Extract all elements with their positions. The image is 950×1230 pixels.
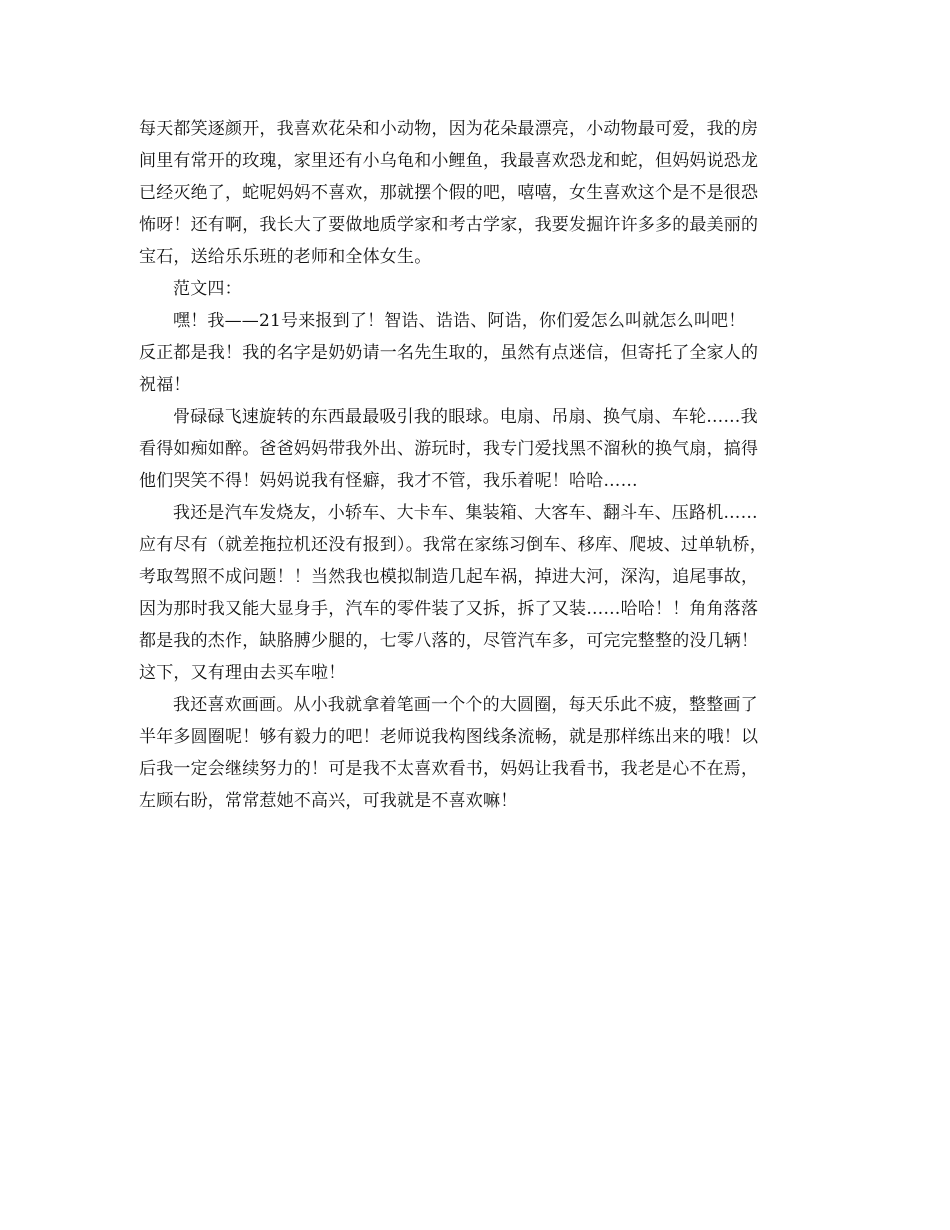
text-line: 看得如痴如醉。爸爸妈妈带我外出、游玩时，我专门爱找黑不溜秋的换气扇，搞得 xyxy=(139,439,759,459)
text-line: 已经灭绝了，蛇呢妈妈不喜欢，那就摆个假的吧，嘻嘻，女生喜欢这个是不是很恐 xyxy=(139,183,759,203)
text-line: 怖呀！还有啊，我长大了要做地质学家和考古学家，我要发掘许许多多的最美丽的 xyxy=(139,215,759,235)
text-line: 考取驾照不成问题！！当然我也模拟制造几起车祸，掉进大河，深沟，追尾事故， xyxy=(139,567,759,587)
text-line: 他们哭笑不得！妈妈说我有怪癖，我才不管，我乐着呢！哈哈…… xyxy=(139,471,638,491)
section-heading: 范文四： xyxy=(173,279,242,299)
text-line: 左顾右盼，常常惹她不高兴，可我就是不喜欢嘛！ xyxy=(139,791,518,811)
text-line: 我还喜欢画画。从小我就拿着笔画一个个的大圆圈，每天乐此不疲，整整画了 xyxy=(173,695,758,715)
text-line: 应有尽有（就差拖拉机还没有报到）。我常在家练习倒车、移库、爬坡、过单轨桥， xyxy=(139,535,767,555)
text-line: 我还是汽车发烧友，小轿车、大卡车、集装箱、大客车、翻斗车、压路机…… xyxy=(173,503,758,523)
document-page xyxy=(139,113,823,817)
text-line: 宝石，送给乐乐班的老师和全体女生。 xyxy=(139,247,432,267)
text-line: 都是我的杰作，缺胳膊少腿的，七零八落的，尽管汽车多，可完完整整的没几辆！ xyxy=(139,631,759,651)
text-line: 后我一定会继续努力的！可是我不太喜欢看书，妈妈让我看书，我老是心不在焉， xyxy=(139,759,759,779)
text-line: 间里有常开的玫瑰，家里还有小乌龟和小鲤鱼，我最喜欢恐龙和蛇，但妈妈说恐龙 xyxy=(139,151,759,171)
text-line: 骨碌碌飞速旋转的东西最最吸引我的眼球。电扇、吊扇、换气扇、车轮……我 xyxy=(173,407,758,427)
text-line: 反正都是我！我的名字是奶奶请一名先生取的，虽然有点迷信，但寄托了全家人的 xyxy=(139,343,759,363)
text-line: 每天都笑逐颜开，我喜欢花朵和小动物，因为花朵最漂亮，小动物最可爱，我的房 xyxy=(139,119,759,139)
text-line: 祝福！ xyxy=(139,375,191,395)
text-line: 因为那时我又能大显身手，汽车的零件装了又拆，拆了又装……哈哈！！角角落落 xyxy=(139,599,759,619)
text-line: 嘿！我——21号来报到了！智诰、诰诰、阿诰，你们爱怎么叫就怎么叫吧！ xyxy=(173,311,746,331)
text-line: 这下，又有理由去买车啦！ xyxy=(139,663,346,683)
text-line: 半年多圆圈呢！够有毅力的吧！老师说我构图线条流畅，就是那样练出来的哦！以 xyxy=(139,727,759,747)
